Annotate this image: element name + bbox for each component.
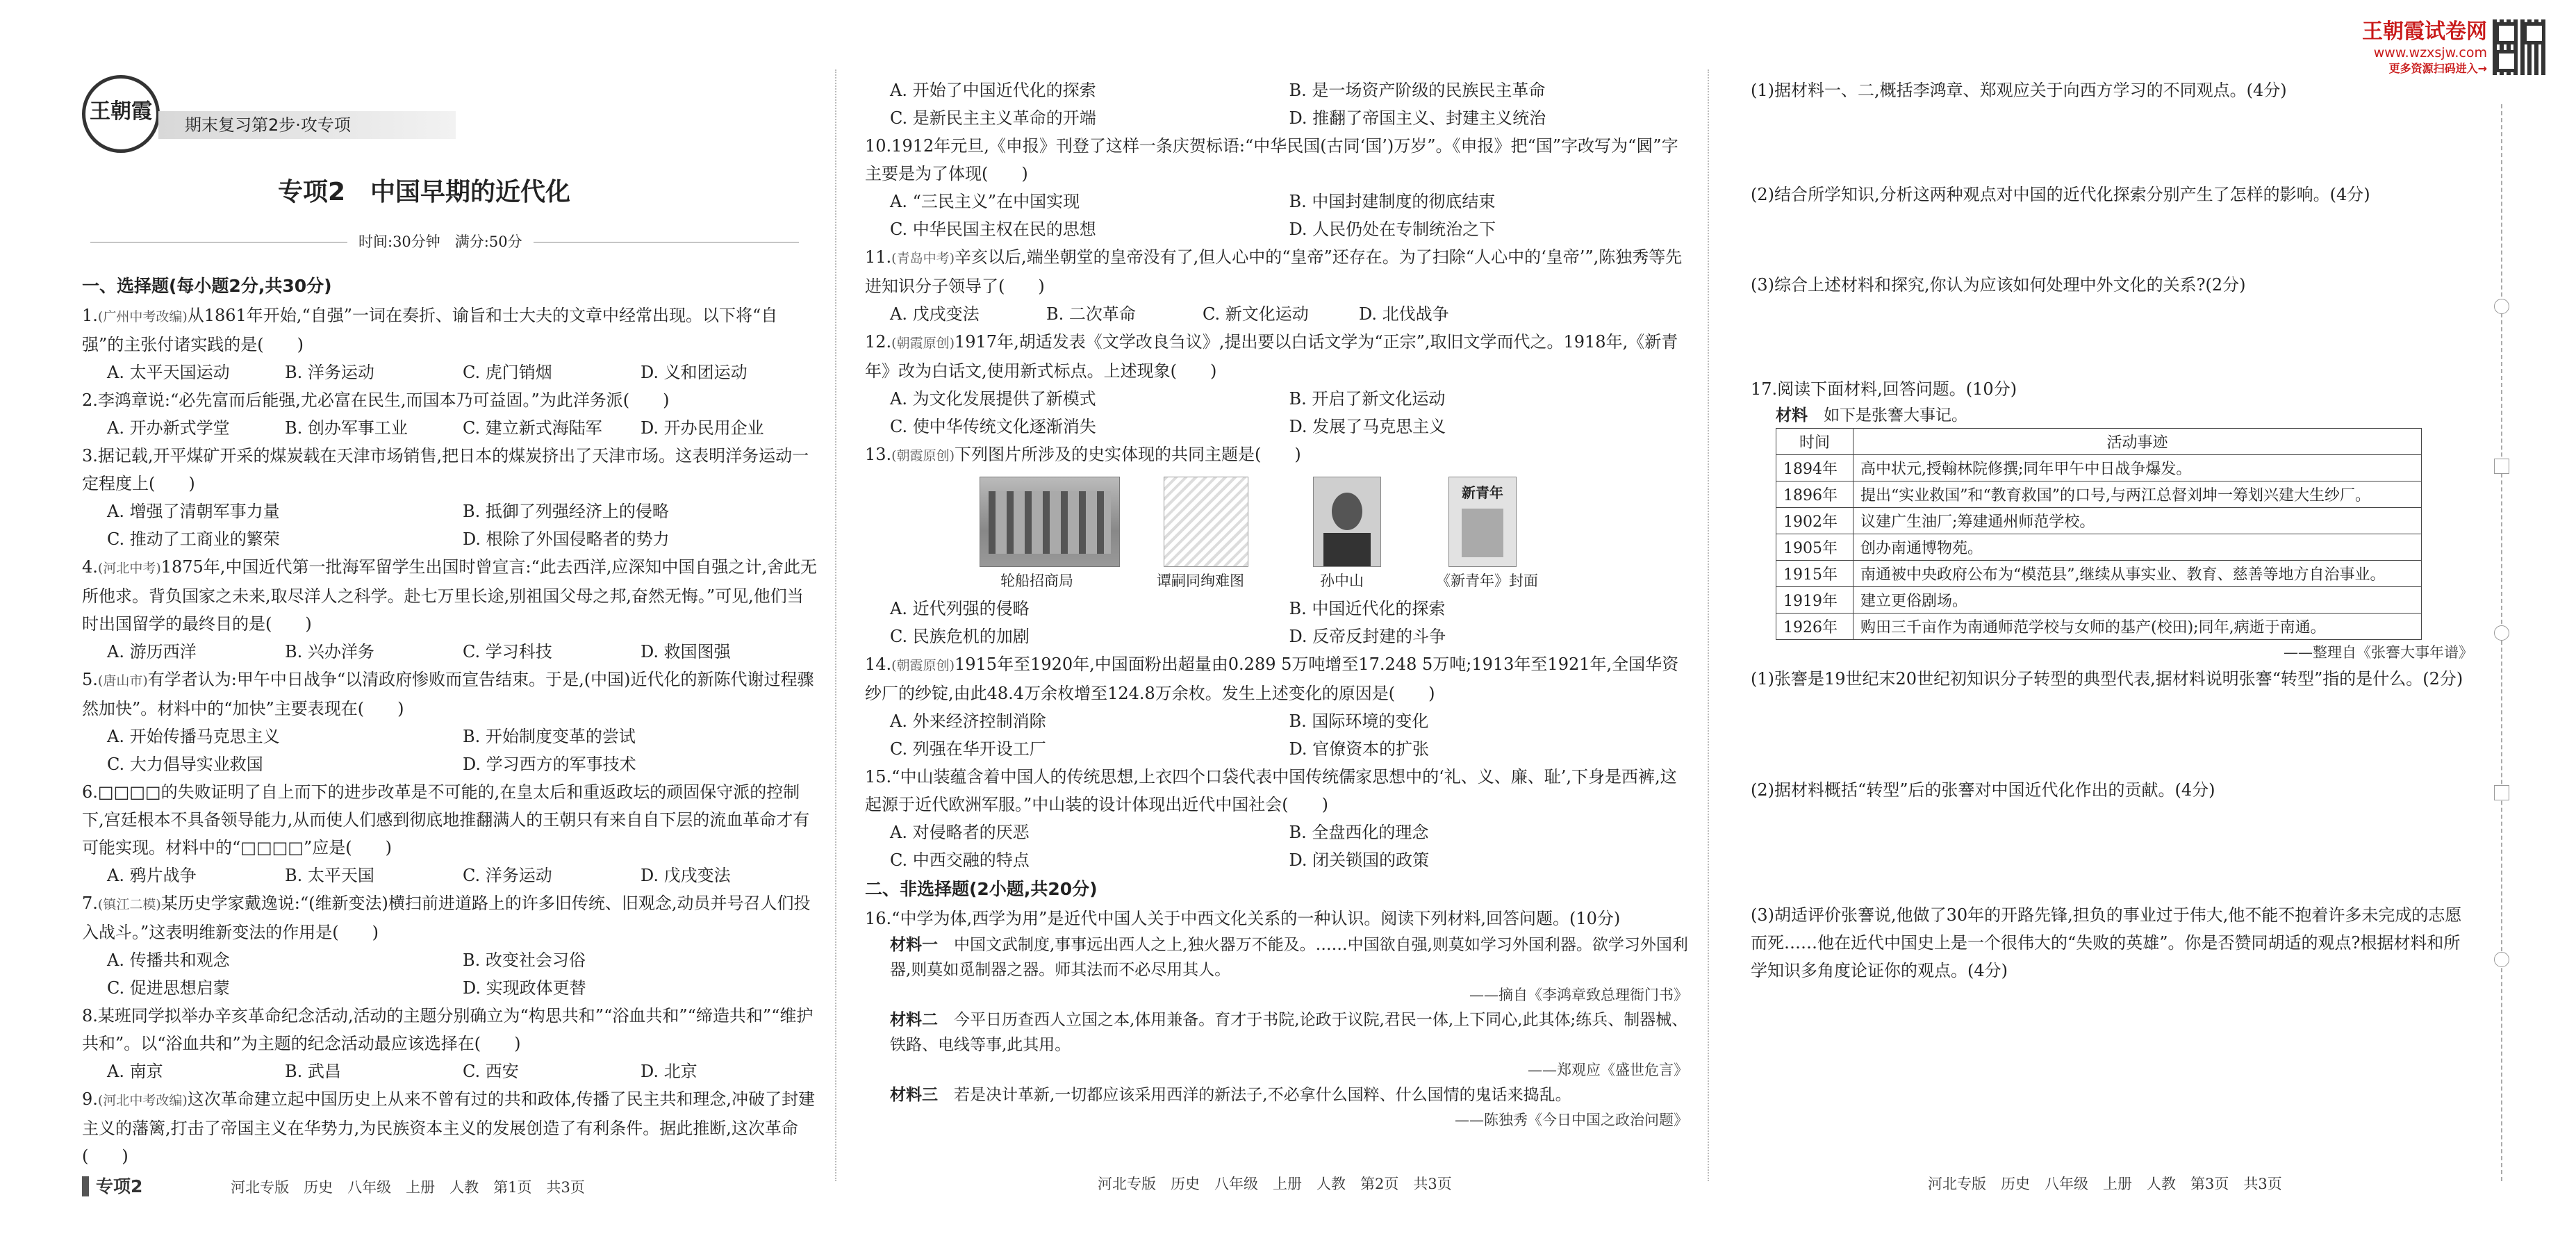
option[interactable]: A. 开办新式学堂: [107, 418, 230, 438]
option[interactable]: C. 洋务运动: [463, 866, 552, 885]
logo: [82, 75, 160, 153]
option[interactable]: D. 戊戌变法: [641, 866, 731, 885]
question-2: 2.李鸿章说:“必先富而后能强,尤必富在民生,而国本乃可益固。”为此洋务派( ) A. 开办新式学堂 B. 创办军事工业 C. 建立新式海陆军 D. 开办民用企业: [82, 386, 818, 442]
option[interactable]: C. 是新民主主义革命的开端: [890, 108, 1096, 128]
events-table: [1776, 428, 2422, 640]
watermark: [2327, 19, 2487, 76]
option[interactable]: A. 鸦片战争: [107, 866, 197, 885]
binding-mark: [2494, 952, 2509, 967]
binding-mark: [2494, 785, 2509, 800]
option[interactable]: A. 开始了中国近代化的探索: [890, 81, 1096, 100]
section-title: 一、选择题(每小题2分,共30分): [82, 276, 332, 296]
q16-part-3: (3)综合上述材料和探究,你认为应该如何处理中外文化的关系?(2分): [1751, 275, 2246, 295]
footer-page-3: 河北专版 历史 八年级 上册 人教 第3页 共3页: [1928, 1176, 2282, 1192]
picture-row: [865, 470, 1688, 595]
answer-space[interactable]: [1751, 208, 2473, 271]
footer-tag: 专项2: [82, 1176, 142, 1196]
material-2: 材料二 今平日历查西人立国之本,体用兼备。育才于书院,论政于议院,君民一体,上下同心,此其体;练兵、制器械、铁路、电线等事,此其用。: [890, 1011, 1688, 1054]
footer-page-2: 河北专版 历史 八年级 上册 人教 第2页 共3页: [1098, 1176, 1452, 1192]
question-16: 16.“中学为体,西学为用”是近代中国人关于中西文化关系的一种认识。阅读下列材料,回答问题。(10分) 材料一 中国文武制度,事事远出西人之上,独火器万不能及。……中国欲自强,则莫如学习外国利器。欲学习外国利器,则莫如觅制器之器。师其法而不必尽用其人。 ——摘自《李鸿章致总理衙门书》 材料二 今平日历查西人立国之本,体用兼备。育才于书院,论政于议院,君民一体,上下同心,此其体;练兵、制器械、铁路、电线等事,此其用。 ——郑观应《盛世危言》 材料三 若是决计革新,一切都应该采用西洋的新法子,不必拿什么国粹、什么国情的鬼话来捣乱。 ——陈独秀《今日中国之政治问题》: [865, 905, 1688, 1133]
caption: 谭嗣同绚难图: [1157, 573, 1244, 589]
option[interactable]: B. 武昌: [285, 1062, 341, 1081]
citation: ——陈独秀《今日中国之政治问题》: [1455, 1112, 1688, 1128]
caption: 《新青年》封面: [1436, 573, 1538, 589]
column-header: 时间: [1776, 429, 1853, 455]
column-2: [865, 76, 1688, 1133]
citation: ——整理自《张謇大事年谱》: [2284, 644, 2473, 661]
column-header: 活动事迹: [1853, 429, 2422, 455]
option[interactable]: D. 官僚资本的扩张: [1289, 739, 1430, 759]
option[interactable]: B. 全盘西化的理念: [1289, 823, 1429, 842]
option[interactable]: A. 为文化发展提供了新模式: [890, 389, 1096, 409]
option[interactable]: C. 列强在华开设工厂: [890, 739, 1046, 759]
table-row: 1915年 南通被中央政府公布为“模范县”,继续从事实业、教育、慈善等地方自治事业。: [1776, 561, 2422, 587]
option[interactable]: A. 外来经济控制消除: [890, 711, 1046, 731]
binding-line: [2501, 104, 2502, 1181]
option[interactable]: A. 游历西洋: [107, 642, 197, 661]
question-10: 10.1912年元旦,《申报》刊登了这样一条庆贺标语:“中华民国(古同‘国’)万岁”。《申报》把“国”字改写为“囻”字主要是为了体现( ) A. “三民主义”在中国实现 B. 中国封建制度的彻底结束 C. 中华民国主权在民的思想 D. 人民仍处在专制统治之下: [865, 132, 1688, 243]
photo-sun-yatsen: [1313, 477, 1381, 567]
option[interactable]: A. 南京: [107, 1062, 163, 1081]
option[interactable]: A. 开始传播马克思主义: [107, 727, 280, 746]
option[interactable]: C. 大力倡导实业救国: [107, 755, 263, 774]
drawing-execution: [1164, 477, 1248, 567]
page-title: 专项2 中国早期的近代化: [278, 178, 571, 206]
option[interactable]: C. 推动了工商业的繁荣: [107, 529, 280, 549]
option[interactable]: B. 太平天国: [285, 866, 374, 885]
logo-text: 王朝霞: [90, 99, 152, 124]
q16-part-2: (2)结合所学知识,分析这两种观点对中国的近代化探索分别产生了怎样的影响。(4分): [1751, 185, 2370, 204]
option[interactable]: C. 使中华传统文化逐渐消失: [890, 417, 1096, 436]
column-1: [82, 271, 818, 1170]
option[interactable]: A. 近代列强的侵略: [890, 599, 1030, 618]
cover-title: 新青年: [1462, 484, 1503, 501]
watermark-url: www.wzxsjw.com: [2373, 45, 2487, 60]
citation: ——摘自《李鸿章致总理衙门书》: [1469, 987, 1688, 1003]
binding-mark: [2494, 459, 2509, 474]
section-title: 二、非选择题(2小题,共20分): [865, 879, 1098, 899]
table-row: 1894年 高中状元,授翰林院修撰;同年甲午中日战争爆发。: [1776, 455, 2422, 481]
photo-building: [980, 477, 1120, 567]
header-banner: [158, 111, 456, 139]
question-9-options: [865, 76, 1688, 132]
question-5: 5.(唐山市)有学者认为:甲午中日战争“以清政府惨败而宣告结束。于是,(中国)近代化的新陈代谢过程骤然加快”。材料中的“加快”主要表现在( ) A. 开始传播马克思主义 B. 开始制度变革的尝试 C. 大力倡导实业救国 D. 学习西方的军事技术: [82, 666, 818, 778]
option[interactable]: B. 二次革命: [1046, 304, 1136, 324]
option[interactable]: B. 开启了新文化运动: [1289, 389, 1446, 409]
question-13: 13.(朝霞原创)下列图片所涉及的史实体现的共同主题是( ) 轮船招商局 谭嗣同绚难图 孙中山 新青年 《新青年》封面 A. 近代列强的侵略 B. 中国近代化的探索 C. 民族危机的加剧 D. 反帝反封建的斗争: [865, 441, 1688, 650]
option[interactable]: B. 开始制度变革的尝试: [463, 727, 636, 746]
option[interactable]: B. 洋务运动: [285, 363, 374, 382]
table-header: [1776, 429, 2422, 455]
footer-text: 河北专版 历史 八年级 上册 人教 第1页 共3页: [231, 1179, 585, 1196]
question-12: 12.(朝霞原创)1917年,胡适发表《文学改良刍议》,提出要以白话文学为“正宗”,取旧文学而代之。1918年,《新青年》改为白话文,使用新式标点。上述现象( ) A. 为文化发展提供了新模式 B. 开启了新文化运动 C. 使中华传统文化逐渐消失 D. 发展了马克思主义: [865, 328, 1688, 441]
caption: 孙中山: [1320, 573, 1364, 589]
option[interactable]: A. 太平天国运动: [107, 363, 230, 382]
citation: ——郑观应《盛世危言》: [1528, 1062, 1688, 1078]
table-row: 1905年 创办南通博物苑。: [1776, 534, 2422, 561]
answer-space[interactable]: [1751, 804, 2473, 901]
exam-meta: 时间:30分钟 满分:50分: [347, 233, 534, 250]
option[interactable]: A. 戊戌变法: [890, 304, 980, 324]
question-9: 9.(河北中考改编)这次革命建立起中国历史上从来不曾有过的共和政体,传播了民主共和理念,冲破了封建主义的藩篱,打击了帝国主义在华势力,为民族资本主义的发展创造了有利条件。据此推断,这次革命( ): [82, 1089, 815, 1166]
option[interactable]: A. 传播共和观念: [107, 950, 230, 970]
option[interactable]: B. 兴办洋务: [285, 642, 374, 661]
q16-part-1: (1)据材料一、二,概括李鸿章、郑观应关于向西方学习的不同观点。(4分): [1751, 81, 2287, 100]
binding-mark: [2494, 299, 2509, 314]
option[interactable]: C. 中华民国主权在民的思想: [890, 220, 1096, 239]
option[interactable]: B. 抵御了列强经济上的侵略: [463, 502, 669, 521]
option[interactable]: D. 义和团运动: [641, 363, 748, 382]
option[interactable]: C. 促进思想启蒙: [107, 978, 230, 998]
option[interactable]: C. 西安: [463, 1062, 519, 1081]
answer-space[interactable]: [1751, 299, 2473, 375]
column-divider: [1708, 69, 1709, 1181]
question-7: 7.(镇江二模)某历史学家戴逸说:“(维新变法)横扫前进道路上的许多旧传统、旧观念,动员并号召人们投入战斗。”这表明维新变法的作用是( ) A. 传播共和观念 B. 改变社会习俗 C. 促进思想启蒙 D. 实现政体更替: [82, 889, 818, 1002]
option[interactable]: C. 学习科技: [463, 642, 552, 661]
option[interactable]: B. 中国近代化的探索: [1289, 599, 1446, 618]
option[interactable]: D. 救国图强: [641, 642, 731, 661]
table-row: 1926年 购田三千亩作为南通师范学校与女师的基产(校田);同年,病逝于南通。: [1776, 614, 2422, 640]
option[interactable]: A. 增强了清朝军事力量: [107, 502, 280, 521]
question-17: 17.阅读下面材料,回答问题。(10分) 材料 如下是张謇大事记。 时间 活动事迹 1894年 高中状元,授翰林院修撰;同年甲午中日战争爆发。 1896年 提出“实业救国”和“教育救国”的口号,与两江总督刘坤一筹划兴建大生纱厂。 1902年 议建广生油厂;筹建通州师范学校。 1905年 创办南通博物苑。 1915年 南通被中央政府公布为“模范县”,继续从事实业、教育、慈善等地方自治事业。 1919年 建立更俗剧场。 1926年 购田三千亩作为南通师范学校与女师的基产(校田);同年,病逝于南通。 ——整理自《张謇大事年谱》 (1)张謇是19世纪末20世纪初知识分子转型的典型代表,据材料说明张謇“转型”指的是什么。(2分) (2)据材料概括“转型”后的张謇对中国近代化作出的贡献。(4分) (3)胡适评价张謇说,他做了30年的开路先锋,担负的事业过于伟大,他不能不抱着许多未完成的志愿而死……他在近代中国史上是一个很伟大的“失败的英雄”。你是否赞同胡适的观点?根据材料和所学知识多角度论证你的观点。(4分): [1751, 375, 2473, 985]
binding-mark: [2494, 625, 2509, 641]
qr-code[interactable]: [2493, 19, 2548, 75]
option[interactable]: B. 是一场资产阶级的民族民主革命: [1289, 81, 1546, 100]
option[interactable]: D. 推翻了帝国主义、封建主义统治: [1289, 108, 1546, 128]
material-1: 材料一 中国文武制度,事事远出西人之上,独火器万不能及。……中国欲自强,则莫如学习外国利器。欲学习外国利器,则莫如觅制器之器。师其法而不必尽用其人。: [890, 936, 1688, 979]
option[interactable]: C. 中西交融的特点: [890, 850, 1030, 870]
q17-part-2: (2)据材料概括“转型”后的张謇对中国近代化作出的贡献。(4分): [1751, 780, 2215, 800]
option[interactable]: B. 中国封建制度的彻底结束: [1289, 192, 1496, 211]
table-row: 1902年 议建广生油厂;筹建通州师范学校。: [1776, 508, 2422, 534]
answer-space[interactable]: [1751, 104, 2473, 181]
table-row: 1919年 建立更俗剧场。: [1776, 587, 2422, 614]
option[interactable]: D. 反帝反封建的斗争: [1289, 627, 1446, 646]
option[interactable]: D. 发展了马克思主义: [1289, 417, 1446, 436]
question-14: 14.(朝霞原创)1915年至1920年,中国面粉出超量由0.289 5万吨增至17.248 5万吨;1913年至1921年,全国华资纱厂的纱锭,由此48.4万余枚增至124.8万余枚。发生上述变化的原因是( ) A. 外来经济控制消除 B. 国际环境的变化 C. 列强在华开设工厂 D. 官僚资本的扩张: [865, 650, 1688, 763]
caption: 轮船招商局: [1000, 573, 1073, 589]
question-3: 3.据记载,开平煤矿开采的煤炭载在天津市场销售,把日本的煤炭挤出了天津市场。这表明洋务运动一定程度上( ) A. 增强了清朝军事力量 B. 抵御了列强经济上的侵略 C. 推动了工商业的繁荣 D. 根除了外国侵略者的势力: [82, 442, 818, 553]
option[interactable]: D. 开办民用企业: [641, 418, 764, 438]
question-4: 4.(河北中考)1875年,中国近代第一批海军留学生出国时曾宣言:“此去西洋,应深知中国自强之计,舍此无所他求。背负国家之未来,取尽洋人之科学。赴七万里长途,别祖国父母之邦,奋然无悔。”可见,他们当时出国留学的最终目的是( ) A. 游历西洋 B. 兴办洋务 C. 学习科技 D. 救国图强: [82, 553, 818, 666]
option[interactable]: B. 国际环境的变化: [1289, 711, 1429, 731]
table-row: 1896年 提出“实业救国”和“教育救国”的口号,与两江总督刘坤一筹划兴建大生纱厂。: [1776, 481, 2422, 508]
column-divider: [835, 69, 836, 1181]
option[interactable]: B. 改变社会习俗: [463, 950, 586, 970]
q17-part-1: (1)张謇是19世纪末20世纪初知识分子转型的典型代表,据材料说明张謇“转型”指的是什么。(2分): [1751, 669, 2463, 689]
footer-page-1: [82, 1173, 832, 1198]
q17-part-3: (3)胡适评价张謇说,他做了30年的开路先锋,担负的事业过于伟大,他不能不抱着许多未完成的志愿而死……他在近代中国史上是一个很伟大的“失败的英雄”。你是否赞同胡适的观点?根据材料和所学知识多角度论证你的观点。(4分): [1751, 905, 2462, 980]
option[interactable]: D. 闭关锁国的政策: [1289, 850, 1430, 870]
material-3: 材料三 若是决计革新,一切都应该采用西洋的新法子,不必拿什么国粹、什么国情的鬼话来捣乱。: [890, 1086, 1571, 1104]
option[interactable]: D. 北伐战争: [1359, 304, 1449, 324]
column-3: [1751, 76, 2473, 985]
watermark-scan: 更多资源扫码进入→: [2388, 62, 2487, 75]
question-8: 8.某班同学拟举办辛亥革命纪念活动,活动的主题分别确立为“构思共和”“浴血共和”“缔造共和”“维护共和”。以“浴血共和”为主题的纪念活动最应该选择在( ) A. 南京 B. 武昌 C. 西安 D. 北京: [82, 1002, 818, 1085]
option[interactable]: D. 学习西方的军事技术: [463, 755, 636, 774]
banner-text: 期末复习第2步·攻专项: [185, 115, 351, 135]
option[interactable]: A. 对侵略者的厌恶: [890, 823, 1030, 842]
option[interactable]: B. 创办军事工业: [285, 418, 408, 438]
question-1: 1.(广州中考改编)从1861年开始,“自强”一词在奏折、谕旨和士大夫的文章中经常出现。以下将“自强”的主张付诸实践的是( ) A. 太平天国运动 B. 洋务运动 C. 虎门销烟 D. 义和团运动: [82, 302, 818, 386]
question-6: 6.□□□□的失败证明了自上而下的进步改革是不可能的,在皇太后和重返政坛的顽固保守派的控制下,宫廷根本不具备领导能力,从而使人们感到彻底地推翻满人的王朝只有来自自下层的流血革命才有可能实现。材料中的“□□□□”应是( ) A. 鸦片战争 B. 太平天国 C. 洋务运动 D. 戊戌变法: [82, 778, 818, 889]
question-11: 11.(青岛中考)辛亥以后,端坐朝堂的皇帝没有了,但人心中的“皇帝”还存在。为了扫除“人心中的‘皇帝’”,陈独秀等先进知识分子领导了( ) A. 戊戌变法 B. 二次革命 C. 新文化运动 D. 北伐战争: [865, 243, 1688, 328]
option[interactable]: D. 北京: [641, 1062, 697, 1081]
option[interactable]: D. 人民仍处在专制统治之下: [1289, 220, 1496, 239]
option[interactable]: C. 建立新式海陆军: [463, 418, 602, 438]
option[interactable]: A. “三民主义”在中国实现: [890, 192, 1080, 211]
option[interactable]: D. 实现政体更替: [463, 978, 586, 998]
answer-space[interactable]: [1751, 693, 2473, 776]
option[interactable]: D. 根除了外国侵略者的势力: [463, 529, 670, 549]
option[interactable]: C. 新文化运动: [1203, 304, 1309, 324]
watermark-brand: 王朝霞试卷网: [2362, 19, 2487, 44]
question-15: 15.“中山装蕴含着中国人的传统思想,上衣四个口袋代表中国传统儒家思想中的‘礼、义、廉、耻’,下身是西裤,这起源于近代欧洲军服。”中山装的设计体现出近代中国社会( ) A. 对侵略者的厌恶 B. 全盘西化的理念 C. 中西交融的特点 D. 闭关锁国的政策: [865, 763, 1688, 874]
new-youth-cover: [1448, 477, 1517, 567]
option[interactable]: C. 民族危机的加剧: [890, 627, 1030, 646]
option[interactable]: C. 虎门销烟: [463, 363, 552, 382]
